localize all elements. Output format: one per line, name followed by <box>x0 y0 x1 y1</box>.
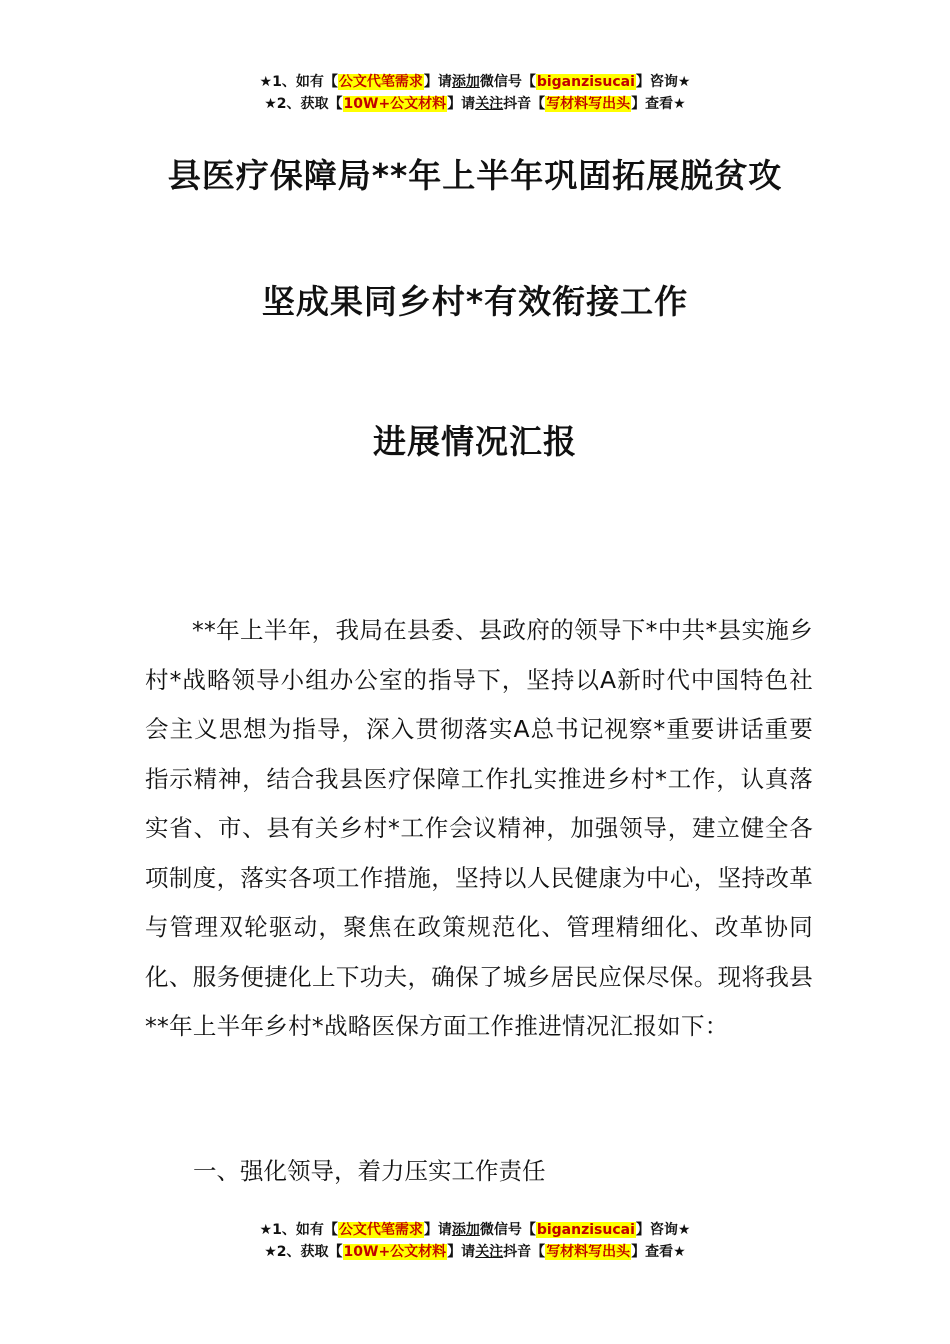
banner-underline: 关注 <box>475 96 504 112</box>
banner-text: 】查看★ <box>631 96 686 112</box>
banner-line-1 <box>0 72 950 94</box>
banner-text: ★2、获取【 <box>264 96 343 112</box>
banner-highlight: 写材料写出头 <box>546 96 631 112</box>
banner-text: 微信号【 <box>479 1222 536 1238</box>
document-title-line-1: 县医疗保障局**年上半年巩固拓展脱贫攻 <box>167 156 783 195</box>
document-title-line-3: 进展情况汇报 <box>373 422 577 461</box>
banner-text: 抖音【 <box>503 96 546 112</box>
footer-banner <box>0 1220 950 1264</box>
banner-highlight: 10W+公文材料 <box>343 1244 447 1260</box>
document-title-line-2: 坚成果同乡村*有效衔接工作 <box>261 282 689 321</box>
banner-line-2 <box>0 94 950 116</box>
banner-text: ★1、如有【 <box>259 74 338 90</box>
banner-line-1 <box>0 1220 950 1242</box>
banner-highlight: 写材料写出头 <box>546 1244 631 1260</box>
banner-text: 】咨询★ <box>635 1222 691 1238</box>
banner-underline: 添加 <box>451 1222 480 1238</box>
banner-highlight: 公文代笔需求 <box>338 74 423 90</box>
banner-text: 抖音【 <box>503 1244 546 1260</box>
banner-text: 】咨询★ <box>635 74 691 90</box>
banner-highlight: 10W+公文材料 <box>343 96 447 112</box>
banner-highlight: 公文代笔需求 <box>338 1222 423 1238</box>
banner-underline: 关注 <box>475 1244 504 1260</box>
banner-highlight: biganzisucai <box>536 1222 635 1238</box>
section-heading: 一、强化领导，着力压实工作责任 <box>193 1157 546 1185</box>
banner-text: 】请 <box>447 96 476 112</box>
header-banner <box>0 72 950 116</box>
banner-text: 】请 <box>423 1222 452 1238</box>
banner-text: 】请 <box>423 74 452 90</box>
body-paragraph: **年上半年，我局在县委、县政府的领导下*中共*县实施乡村*战略领导小组办公室的指导下，坚持以A新时代中国特色社会主义思想为指导，深入贯彻落实A总书记视察*重要讲话重要指示精神，结合我县医疗保障工作扎实推进乡村*工作，认真落实省、市、县有关乡村*工作会议精神，加强领导，建立健全各项制度，落实各项工作措施，坚持以人民健康为中心，坚持改革与管理双轮驱动，聚焦在政策规范化、管理精细化、改革协同化、服务便捷化上下功夫，确保了城乡居民应保尽保。现将我县**年上半年乡村*战略医保方面工作推进情况汇报如下： <box>145 616 813 1040</box>
banner-line-2 <box>0 1242 950 1264</box>
banner-text: ★2、获取【 <box>264 1244 343 1260</box>
banner-text: 微信号【 <box>479 74 536 90</box>
banner-text: 】请 <box>447 1244 476 1260</box>
banner-text: 】查看★ <box>631 1244 686 1260</box>
banner-text: ★1、如有【 <box>259 1222 338 1238</box>
banner-highlight: biganzisucai <box>536 74 635 90</box>
banner-underline: 添加 <box>451 74 480 90</box>
